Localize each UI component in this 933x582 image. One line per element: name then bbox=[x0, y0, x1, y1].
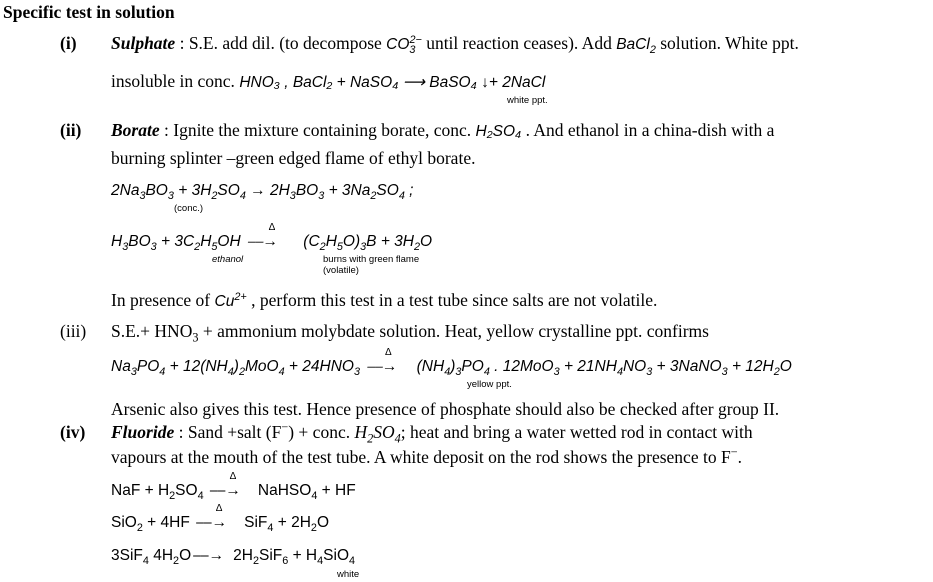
borate-note: In presence of $Cu^{2+}$ , perform this test in a test tube since salts are not volatile. bbox=[111, 290, 658, 310]
fluoride-line-1: Fluoride : Sand +salt (F−) + conc. $H_2SO_4$; heat and bring a water wetted rod in contact with bbox=[111, 420, 753, 446]
sulphate-name: Sulphate bbox=[111, 33, 176, 53]
fluoride-eq3-label: white bbox=[337, 569, 360, 580]
sulphate-equation: HNO₃ , BaCl₂ + NaSO₄ ⟶ BaSO₄ ↓+ 2NaCl bbox=[239, 74, 546, 91]
fluoride-equation-3: 3SiF$_4$ $4H_2O$ ⎯⎯→ $2H_2SiF_6 + H_4SiO_4$ bbox=[111, 547, 356, 568]
sulphate-eq-label: white ppt. bbox=[507, 95, 548, 106]
borate-line-2: burning splinter –green edged flame of ethyl borate. bbox=[111, 148, 476, 168]
fluoride-name: Fluoride bbox=[111, 422, 175, 442]
phosphate-line-1: $S.E.+ HNO_3$ + ammonium molybdate solution. Heat, yellow crystalline ppt. confirms bbox=[111, 321, 709, 345]
borate-equation-2: $H_3BO_3 + 3C_2H_5OH$ Δ ⎯⎯→ $(C_2H_5O)_3B + 3H_2O$ bbox=[111, 222, 433, 254]
item-number-i: (i) bbox=[60, 33, 77, 53]
item-number-iii: (iii) bbox=[60, 321, 87, 341]
fluoride-equation-1: NaF + $H_2SO_4$ Δ ⎯⎯→ NaHSO$_4$ + HF bbox=[111, 471, 356, 503]
phosphate-eq-label: yellow ppt. bbox=[467, 379, 512, 390]
borate-eq2-label-burns: burns with green flame bbox=[323, 254, 420, 265]
item-number-ii: (ii) bbox=[60, 120, 82, 140]
item-number-iv: (iv) bbox=[60, 422, 86, 442]
sulphate-line-2: insoluble in conc. HNO₃ , BaCl₂ + NaSO₄ ⟶ BaSO₄ ↓+ 2NaCl bbox=[111, 71, 546, 91]
page-title: Specific test in solution bbox=[3, 2, 175, 22]
borate-equation-1: $2Na_3BO_3 + 3H_2SO_4 \to 2H_3BO_3 + 3Na_2SO_4$ ; bbox=[111, 182, 414, 203]
phosphate-note: Arsenic also gives this test. Hence presence of phosphate should also be checked after group II. bbox=[111, 399, 780, 419]
fluoride-equation-2: SiO$_2$ + 4HF Δ ⎯⎯→ $SiF_4 + 2H_2O$ bbox=[111, 503, 329, 535]
borate-eq2-label-ethanol: ethanol bbox=[212, 254, 244, 265]
borate-eq1-label: (conc.) bbox=[174, 203, 204, 214]
borate-line-1: Borate : Ignite the mixture containing borate, conc. H₂SO₄ . And ethanol in a china-dish with a bbox=[111, 120, 775, 140]
fluoride-line-2: vapours at the mouth of the test tube. A white deposit on the rod shows the presence to F−. bbox=[111, 445, 742, 467]
sulphate-line-1: Sulphate : S.E. add dil. (to decompose $CO_3^{2-}$ until reaction ceases). Add BaCl$_2$ solution. White ppt. bbox=[111, 33, 799, 57]
borate-name: Borate bbox=[111, 120, 160, 140]
phosphate-equation: $Na_3PO_4 + 12(NH_4)_2MoO_4 + 24HNO_3$ Δ ⎯⎯→ $(NH_4)_3PO_4$ . $12MoO_3 + 21NH_4NO_3$ + 3NaNO$_3$ + $12H_2O$ bbox=[111, 347, 792, 379]
borate-eq2-label-volatile: (volatile) bbox=[323, 265, 359, 276]
